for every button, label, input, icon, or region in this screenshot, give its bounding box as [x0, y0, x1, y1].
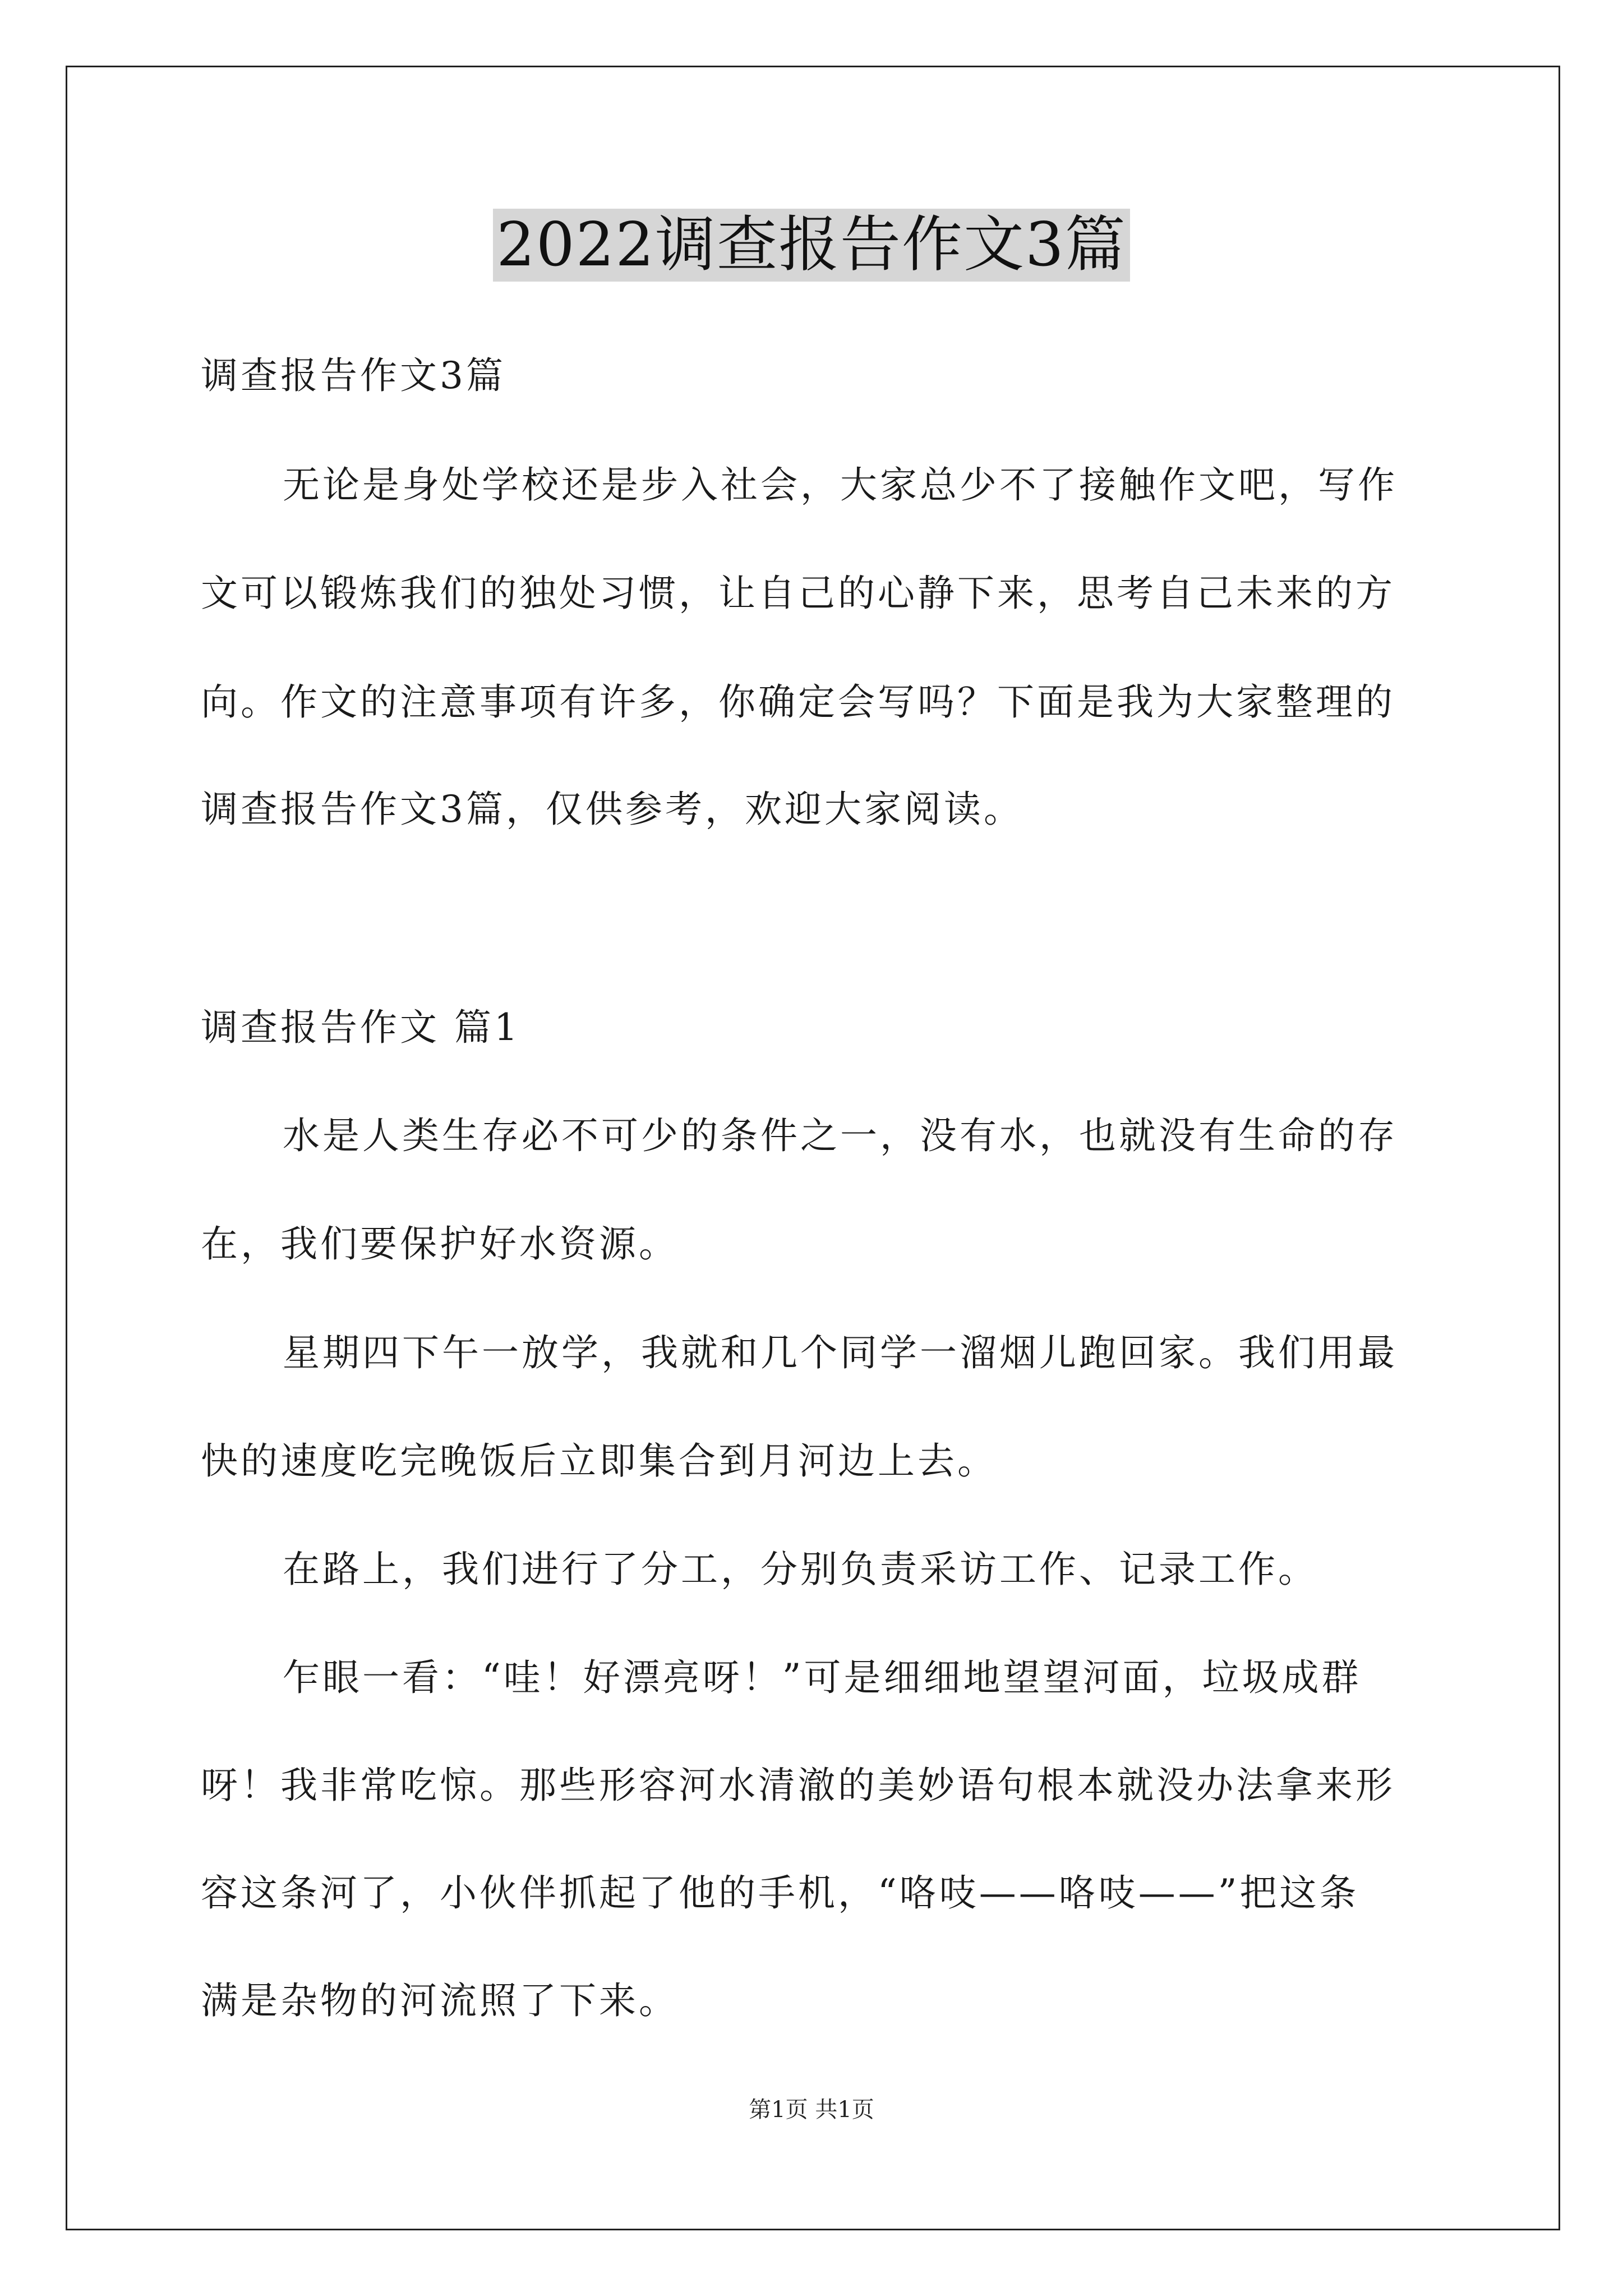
- paragraph-line: 在路上，我们进行了分工，分别负责采访工作、记录工作。: [283, 1548, 1318, 1591]
- paragraph-line: 星期四下午一放学，我就和几个同学一溜烟儿跑回家。我们用最: [283, 1331, 1398, 1374]
- document-title: 2022调查报告作文3篇: [493, 209, 1130, 282]
- intro-line: 调查报告作文3篇，仅供参考，欢迎大家阅读。: [201, 788, 1023, 831]
- paragraph-line: 容这条河了，小伙伴抓起了他的手机，“咯吱——咯吱——”把这条: [201, 1871, 1359, 1915]
- intro-line: 无论是身处学校还是步入社会，大家总少不了接触作文吧，写作: [283, 463, 1398, 507]
- section-heading: 调查报告作文 篇1: [201, 1006, 520, 1049]
- paragraph-line: 水是人类生存必不可少的条件之一，没有水，也就没有生命的存: [283, 1114, 1398, 1157]
- paragraph-line: 在，我们要保护好水资源。: [201, 1222, 679, 1266]
- paragraph-line: 乍眼一看：“哇！好漂亮呀！”可是细细地望望河面，垃圾成群: [283, 1656, 1362, 1699]
- paragraph-line: 呀！我非常吃惊。那些形容河水清澈的美妙语句根本就没办法拿来形: [201, 1764, 1395, 1807]
- title-container: [0, 209, 1623, 282]
- intro-line: 文可以锻炼我们的独处习惯，让自己的心静下来，思考自己未来的方: [201, 572, 1395, 615]
- paragraph-line: 快的速度吃完晚饭后立即集合到月河边上去。: [201, 1439, 997, 1483]
- intro-line: 向。作文的注意事项有许多，你确定会写吗？下面是我为大家整理的: [201, 680, 1395, 724]
- page-footer: 第1页 共1页: [749, 2097, 874, 2123]
- subtitle: 调查报告作文3篇: [201, 354, 506, 397]
- paragraph-line: 满是杂物的河流照了下来。: [201, 1979, 679, 2022]
